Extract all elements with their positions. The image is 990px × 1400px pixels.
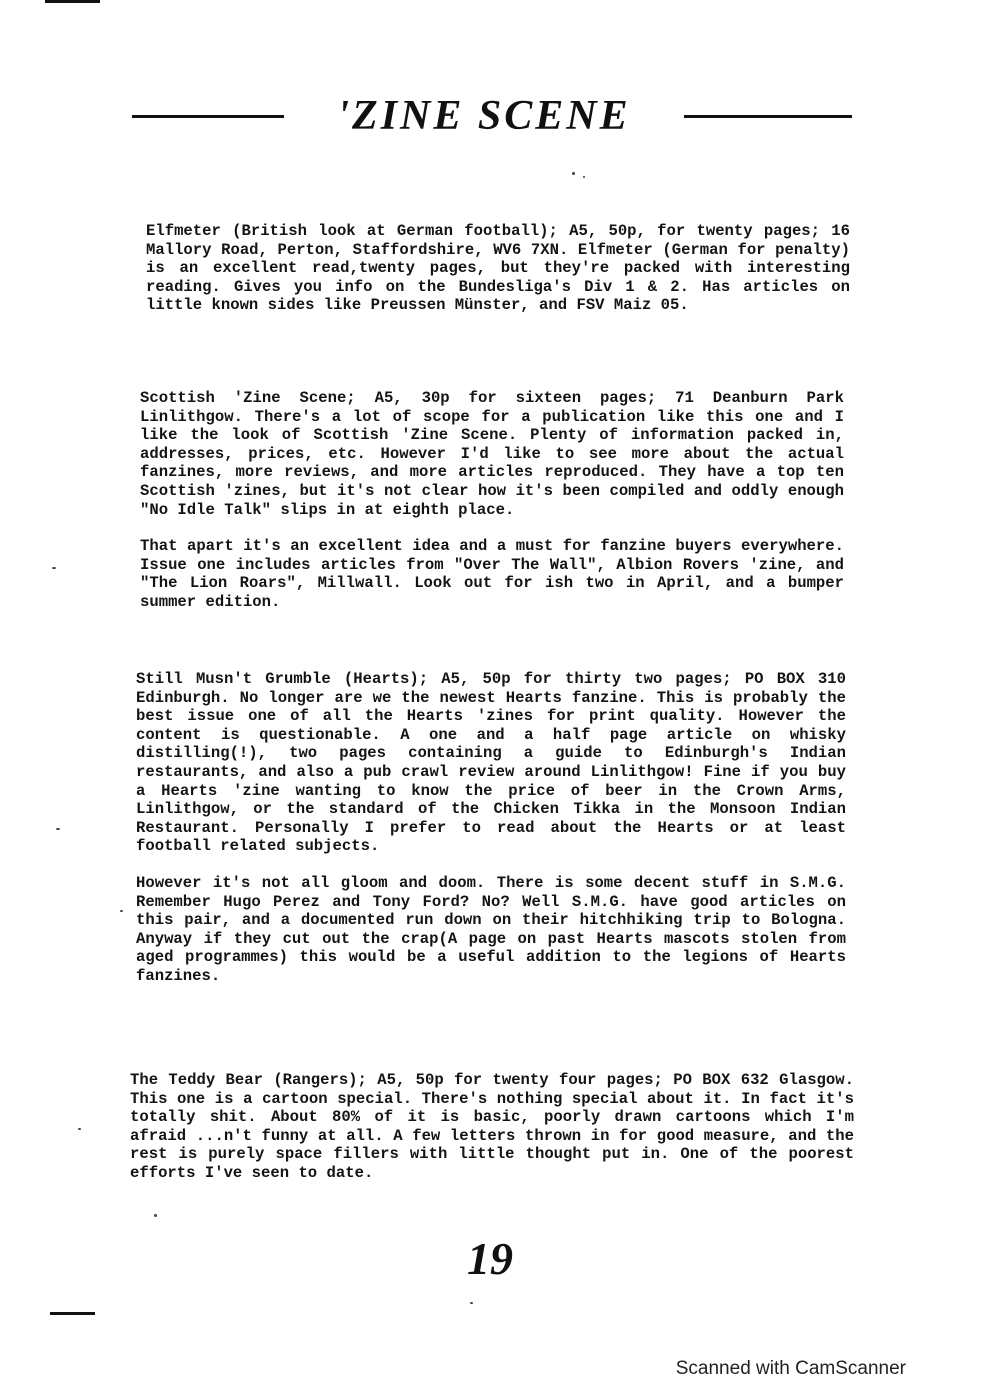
scan-edge-mark-top [45,0,100,3]
review-elfmeter [146,222,850,315]
review-paragraph: That apart it's an excellent idea and a must for fanzine buyers everywhere. Issue one includes articles from "Over The Wall", Albion Rovers 'zine, and "The Lion Roars", Millwall. Look out for ish two in April, and a bumper summer edition. [140,537,844,611]
scan-speck [56,828,60,830]
review-paragraph: However it's not all gloom and doom. There is some decent stuff in S.M.G. Remember Hugo Perez and Tony Ford? No? Well S.M.G. have good articles on this pair, and a documented run down on their hitchhiking trip to Bologna. Anyway if they cut out the crap(A page on past Hearts mascots stolen from aged programmes) this would be a useful addition to the legions of Hearts fanzines. [136,873,846,985]
review-paragraph: Still Musn't Grumble (Hearts); A5, 50p for thirty two pages; PO BOX 310 Edinburgh. No longer are we the newest Hearts fanzine. This is probably the best issue one of all the Hearts 'zines for print quality. However the content is questionable. A one and a half page article on whisky distilling(!), two pages containing a guide to Edinburgh's Indian restaurants, and also a pub crawl review around Linlithgow! Fine if you buy a Hearts 'zine wanting to know the price of beer in the Crown Arms, Linlithgow, or the standard of the Chicken Tikka in the Monsoon Indian Restaurant. Personally I prefer to read about the Hearts or at least football related subjects. [136,670,846,856]
title-row [132,88,852,144]
scan-speck [470,1302,473,1304]
scan-speck [154,1214,157,1217]
scan-edge-mark-bottom [50,1312,95,1315]
page-title: 'ZINE SCENE [337,93,631,139]
review-paragraph: Scottish 'Zine Scene; A5, 30p for sixteen pages; 71 Deanburn Park Linlithgow. There's a lot of scope for a publication like this one and I like the look of Scottish 'Zine Scene. Plenty of information packed in, addresses, prices, etc. However I'd like to see more about the actual fanzines, more reviews, and more articles reproduced. They have a top ten Scottish 'zines, but it's not clear how it's been compiled and oddly enough "No Idle Talk" slips in at eighth place. [140,389,844,519]
scan-speck [572,172,575,175]
scanner-watermark: Scanned with CamScanner [675,1358,906,1379]
review-scottish-zine-scene [140,389,844,612]
review-paragraph: Elfmeter (British look at German football); A5, 50p, for twenty pages; 16 Mallory Road, Perton, Staffordshire, WV6 7XN. Elfmeter (German for penalty) is an excellent read,twenty pages, but they're packed with interesting reading. Gives you info on the Bundesliga's Div 1 & 2. Has articles on little known sides like Preussen Münster, and FSV Maiz 05. [146,222,850,315]
scan-speck [52,567,56,569]
review-paragraph: The Teddy Bear (Rangers); A5, 50p for twenty four pages; PO BOX 632 Glasgow. This one is a cartoon special. There's nothing special about it. In fact it's totally shit. About 80% of it is basic, poorly drawn cartoons which I'm afraid ...n't funny at all. A few letters thrown in for good measure, and the rest is purely space fillers with little thought put in. One of the poorest efforts I've seen to date. [130,1071,854,1182]
scan-speck [120,910,123,912]
scan-speck [78,1128,81,1130]
review-teddy-bear [130,1071,854,1183]
title-rule-left [132,115,284,118]
review-still-musnt-grumble [136,670,846,986]
title-rule-right [684,115,852,118]
page-number: 19 [467,1233,513,1284]
scan-speck [583,176,585,178]
